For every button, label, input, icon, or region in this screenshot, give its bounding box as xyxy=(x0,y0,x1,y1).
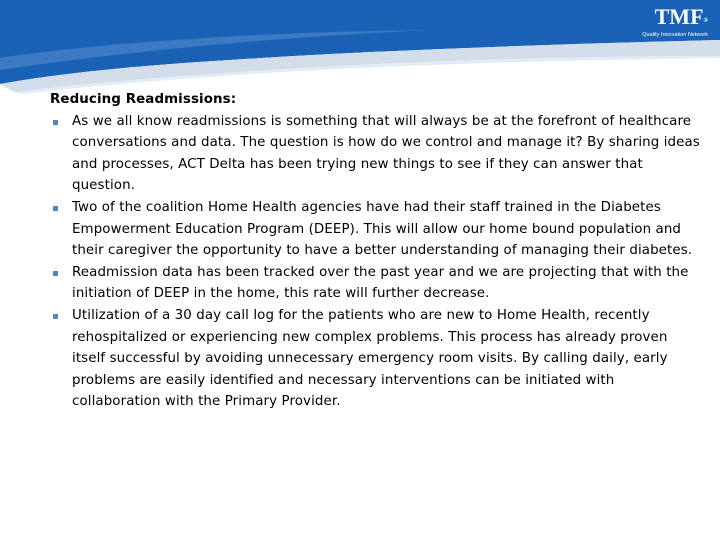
square-bullet-icon xyxy=(53,271,58,276)
bullet-text: Utilization of a 30 day call log for the patients who are new to Home Health, recently rehospitalized or experiencing new complex problems. This process has already proven itself successful by avoiding unnecessary emergency room visits. By calling daily, early problems are easily identified and necessary interventions can be initiated with collaboration with the Primary Provider. xyxy=(72,307,668,410)
header-banner xyxy=(0,0,720,100)
square-bullet-icon xyxy=(53,314,58,319)
logo-mark xyxy=(616,4,708,30)
logo-registered-symbol: ® xyxy=(703,18,708,24)
bullet-item xyxy=(50,262,700,305)
tmf-logo xyxy=(616,4,708,39)
bullet-text: Two of the coalition Home Health agencies have had their staff trained in the Diabetes Empowerment Education Program (DEEP). This will allow our home bound population and their caregiver the opportunity to have a better understanding of managing their diabetes. xyxy=(72,199,693,259)
square-bullet-icon xyxy=(53,206,58,211)
bullet-item xyxy=(50,111,700,197)
bullet-item xyxy=(50,197,700,262)
slide-title: Reducing Readmissions: xyxy=(50,92,237,107)
slide-body xyxy=(50,89,700,413)
bullet-list xyxy=(50,111,700,413)
logo-mark-text: TMF xyxy=(654,4,704,29)
logo-tagline: Quality Innovation Network xyxy=(642,32,708,38)
bullet-text: As we all know readmissions is something that will always be at the forefront of healthcare conversations and data. The question is how do we control and manage it? By sharing ideas and processes, ACT Delta has been trying new things to see if they can answer that question. xyxy=(72,113,700,194)
bullet-item xyxy=(50,305,700,413)
square-bullet-icon xyxy=(53,120,58,125)
bullet-text: Readmission data has been tracked over the past year and we are projecting that with the initiation of DEEP in the home, this rate will further decrease. xyxy=(72,264,689,302)
